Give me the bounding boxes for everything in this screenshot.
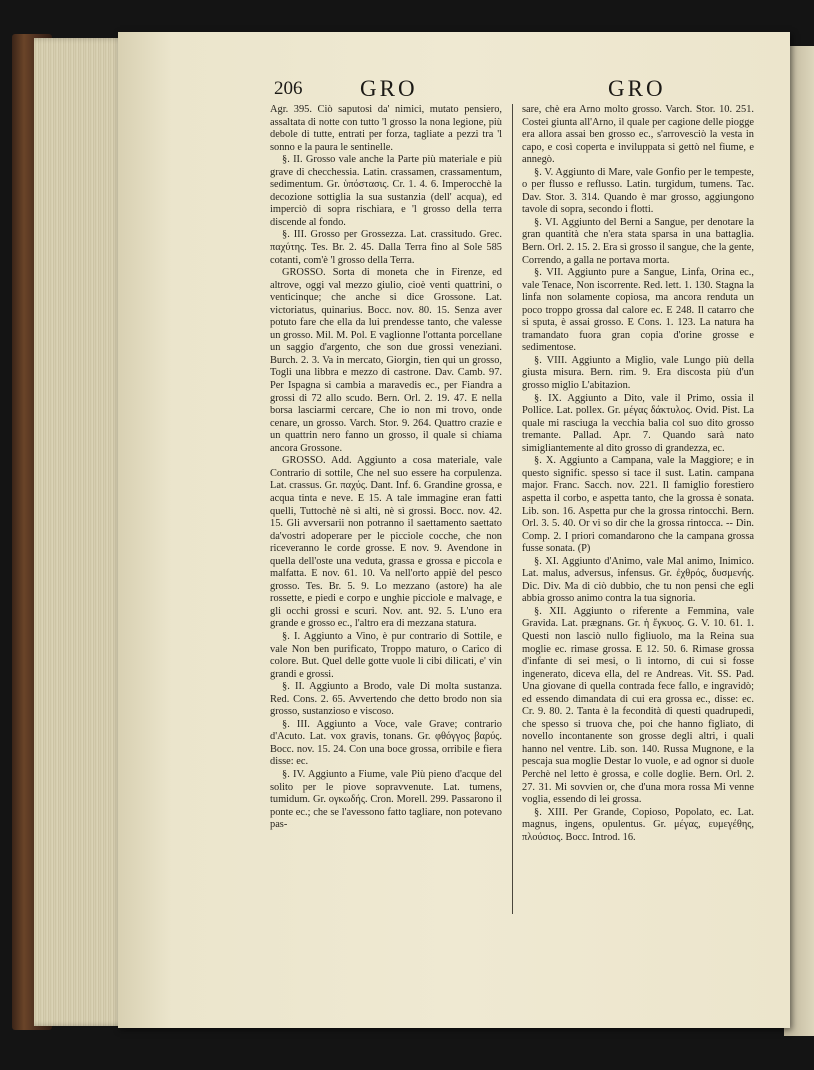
entry-paragraph: §. VII. Aggiunto pure a Sangue, Linfa, Orina ec., vale Tenace, Non iscorrente. Red. lett. 1. 130. Stagna la linfa non solamente copiosa, ma ancora renduta un poco troppo grossa dal calore ec. E 248. Il catarro che si sputa, è assai grosso. E Cons. 1. 123. La natura ha tramandato fuora gran copia d'orine grosse e sedimentose. xyxy=(522,267,754,354)
entry-paragraph: sare, chè era Arno molto grosso. Varch. Stor. 10. 251. Costei giunta all'Arno, il quale per cagione delle piogge era allora assai ben grosso ec., s'arrovesciò la vesta in capo, e così coperta e inviluppata si gettò nel fiume, e annegò. xyxy=(522,104,754,166)
entry-paragraph: GROSSO. Sorta di moneta che in Firenze, ed altrove, oggi val mezzo giulio, cioè venti quattrini, o venticinque; che anche si dice Grossone. Lat. victoriatus, quinarius. Bocc. nov. 80. 15. Senza aver potuto fare che ella da lui prendesse tanto, che valesse un grosso. Mil. M. Pol. E vaglionne l'ottanta porcellane un saggio d'argento, che son due grossi veneziani. Burch. 2. 3. Va in mercato, Giorgin, tien qui un grosso, Togli una libbra e mezzo di castrone. Dav. Camb. 97. Per Ispagna si cambia a maravedis ec., per Fiandra a grossi di 72 allo scudo. Bern. Orl. 2. 19. 47. E nella borsa lasciarmi cercare, Che io non mi trovo, onde cenare, un grosso. Varch. Stor. 9. 264. Quattro crazie e un quattrin nero fanno un grosso, il quale si chiama ancora Grossone. xyxy=(270,267,502,454)
entry-paragraph: §. III. Aggiunto a Voce, vale Grave; contrario d'Acuto. Lat. vox gravis, tonans. Gr. φθόγγος βαρύς. Bocc. nov. 15. 24. Con una boce grossa, orribile e fiera disse: ec. xyxy=(270,718,502,768)
entry-paragraph: §. XI. Aggiunto d'Animo, vale Mal animo, Inimico. Lat. malus, adversus, infensus. Gr. ἐχθρός, δυσμενής. Dic. Div. Ma di ciò dubbio, che tu non pensi che egli abbia grosso animo contra la tua signoria. xyxy=(522,555,754,605)
entry-paragraph: §. XIII. Per Grande, Copioso, Popolato, ec. Lat. magnus, ingens, opulentus. Gr. μέγας, ευμεγέθης, πλούσιος. Bocc. Introd. 16. xyxy=(522,806,754,843)
entry-paragraph: §. II. Aggiunto a Brodo, vale Di molta sustanza. Red. Cons. 2. 65. Avvertendo che detto brodo non sia grosso, sustanzioso e viscoso. xyxy=(270,681,502,718)
entry-paragraph: §. IV. Aggiunto a Fiume, vale Più pieno d'acque del solito per le piove sopravvenute. Lat. tumens, tumidum. Gr. ογκωδής. Cron. Morell. 299. Passarono il ponte ec.; che se l'avessono fatto tagliare, non potevano pas- xyxy=(270,768,502,831)
entry-paragraph: Agr. 395. Ciò saputosi da' nimici, mutato pensiero, assaltata di notte con tutto 'l grosso la nona legione, più debole di tutte, entrati per forza, tagliate a pezzi tra 'l sonno e la paura le sentinelle. xyxy=(270,104,502,153)
entry-paragraph: §. IX. Aggiunto a Dito, vale il Primo, ossia il Pollice. Lat. pollex. Gr. μέγας δάκτυλος. Ovid. Pist. La quale mi rasciuga la vecchia balia col suo dito grosso tremante. Pallad. Apr. 7. Quando sarà nato simigliantemente al dito grosso di grandezza, ec. xyxy=(522,392,754,454)
column-divider xyxy=(512,104,513,914)
left-column xyxy=(270,104,502,832)
entry-paragraph: §. X. Aggiunto a Campana, vale la Maggiore; e in questo signific. spesso si tace il sust. Latin. campana major. Franc. Sacch. nov. 221. Il famiglio forestiero aspetta il corbo, e aspetta tanto, che la grossa è sonata. Lib. son. 16. Aspetta pur che la grossa rintocchi. Bern. Orl. 3. 5. 40. Or vi so dir che la grossa rintocca. -- Din. Comp. 2. I priori comandarono che la campana grossa fusse sonata. (P) xyxy=(522,455,754,555)
right-column xyxy=(522,104,754,844)
entry-paragraph: §. VI. Aggiunto del Berni a Sangue, per denotare la gran quantità che n'era stata sparsa in una battaglia. Bern. Orl. 2. 15. 2. Era sì grosso il sangue, che la gente, Correndo, a galla ne portava morta. xyxy=(522,216,754,266)
running-head-right: GRO xyxy=(608,76,666,101)
entry-paragraph: §. VIII. Aggiunto a Miglio, vale Lungo più della giusta misura. Bern. rim. 9. Era discosta più d'un grosso miglio L'abitazion. xyxy=(522,354,754,392)
page-number: 206 xyxy=(274,78,303,99)
entry-paragraph: §. III. Grosso per Grossezza. Lat. crassitudo. Grec. παχύτης. Tes. Br. 2. 45. Dalla Terra fino al Sole 585 cotanti, com'è 'l grosso della Terra. xyxy=(270,229,502,266)
entry-paragraph: GROSSO. Add. Aggiunto a cosa materiale, vale Contrario di sottile, Che nel suo essere ha corpulenza. Lat. crassus. Gr. παχύς. Dant. Inf. 6. Grandine grossa, e acqua tinta e neve. E 15. A tale immagine eran fatti quelli, Tuttochè nè sì alti, nè sì grossi. Bocc. nov. 42. 15. Gli avversarii non potranno il saettamento saettato da'vostri adoperare per le picciole cocche, che non riceveranno le corde grosse. E nov. 9. Avendone in quella dell'oste una veduta, grassa e grossa e piccola e malfatta. E nov. 61. 10. Va nell'orto appiè del pesco grosso. Tes. Br. 5. 9. Lo mezzano (astore) ha ale rossette, e piedi e corpo e unghie picciole e malvage, e gli occhi grossi e scuri. Nov. ant. 92. 5. L'uno era grande e grosso ec., l'altro era di mezzana statura. xyxy=(270,455,502,630)
entry-paragraph: §. XII. Aggiunto o riferente a Femmina, vale Gravida. Lat. prægnans. Gr. ἡ ἔγκυος. G. V. 10. 61. 1. Questi non lasciò nullo figliuolo, ma la Reina sua moglie ec. rimase grossa. E 12. 50. 6. Rimase grossa d'infante di sei mesi, o lì intorno, di cui si fosse ingenerato, diceva ella, del re Andreas. Vit. SS. Pad. Una giovane di quella contrada fece fallo, e ingravidò; ed essendo dimandata di cui era grossa ec., disse: ec. Cr. 9. 80. 2. Tanta è la fecondità di questi quadrupedi, che spesso si truova che, poi che hanno figliato, di novello incontanente son grosse degli altri, i quali hanno nel ventre. Lib. son. 140. Russa Mugnone, e la pescaja sua moglie Destar lo vuole, e ad ognor si duole Perchè nel letto è grossa, e colle doglie. Bern. Orl. 2. 27. 31. Mi sovvien or, che d'una mora rossa Mi venne voglia, essendo di lei grossa. xyxy=(522,605,754,806)
entry-paragraph: §. II. Grosso vale anche la Parte più materiale e più grave di checchessia. Latin. crassamen, crassamentum, sedimentum. Gr. ὑπόστασις. Cr. 1. 4. 6. Imperocchè la decozione sottiglia la sua sustanzia (dell' acqua), ed imperciò di sopra rischiara, e 'l grosso della terra discende al fondo. xyxy=(270,154,502,228)
running-head-left: GRO xyxy=(360,76,418,101)
entry-paragraph: §. I. Aggiunto a Vino, è pur contrario di Sottile, e vale Non ben purificato, Troppo maturo, o Carico di colore. But. Quel delle gotte vuole li cibi dilicati, e' vin grandi e grossi. xyxy=(270,630,502,680)
entry-paragraph: §. V. Aggiunto di Mare, vale Gonfio per le tempeste, o per flusso e reflusso. Latin. turgidum, tumens. Tac. Dav. Stor. 3. 314. Quando è mar grosso, aggiungono tavole di sopra, secondo i flotti. xyxy=(522,166,754,216)
